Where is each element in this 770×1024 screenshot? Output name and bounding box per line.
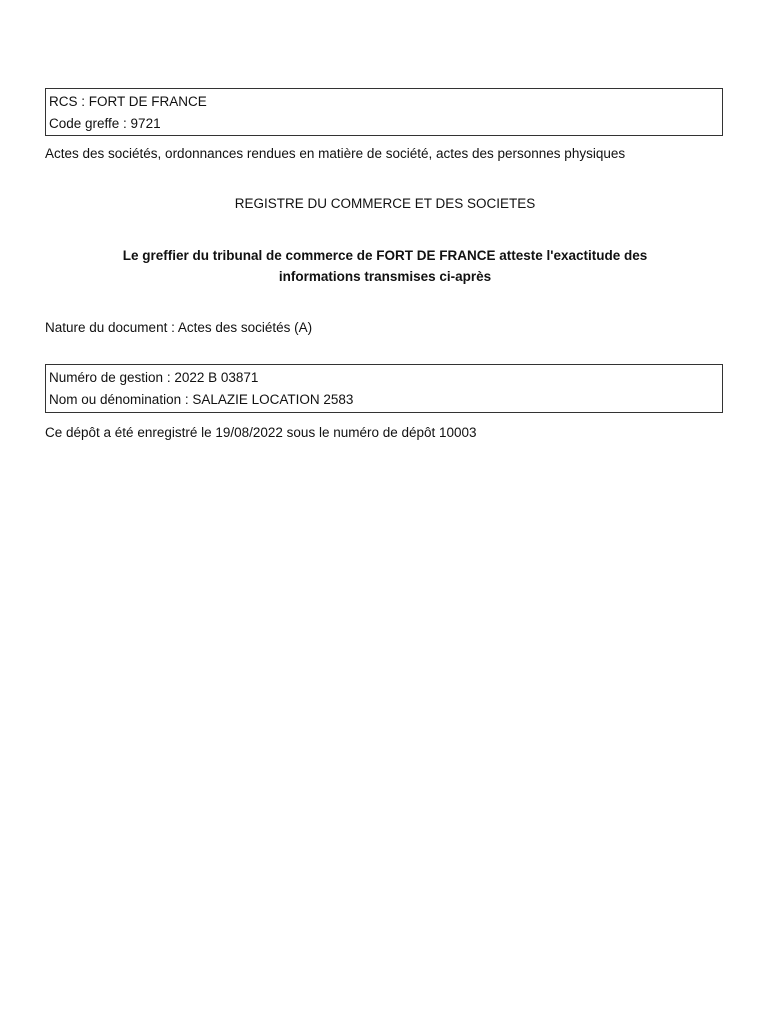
attestation-statement bbox=[60, 245, 710, 287]
company-info-box bbox=[45, 364, 723, 413]
depot-statement: Ce dépôt a été enregistré le 19/08/2022 sous le numéro de dépôt 10003 bbox=[45, 425, 477, 440]
attestation-line-2: informations transmises ci-après bbox=[278, 269, 492, 284]
code-greffe-label: Code greffe : 9721 bbox=[49, 116, 161, 131]
rcs-label: RCS : FORT DE FRANCE bbox=[49, 94, 207, 109]
rcs-info-box bbox=[45, 88, 723, 136]
registry-title: REGISTRE DU COMMERCE ET DES SOCIETES bbox=[234, 196, 536, 211]
company-denomination: Nom ou dénomination : SALAZIE LOCATION 2583 bbox=[49, 392, 354, 407]
numero-gestion: Numéro de gestion : 2022 B 03871 bbox=[49, 370, 259, 385]
document-scope: Actes des sociétés, ordonnances rendues en matière de société, actes des personnes physiques bbox=[45, 146, 626, 161]
attestation-line-1: Le greffier du tribunal de commerce de FORT DE FRANCE atteste l'exactitude des bbox=[122, 248, 648, 263]
nature-document: Nature du document : Actes des sociétés (A) bbox=[45, 320, 313, 335]
